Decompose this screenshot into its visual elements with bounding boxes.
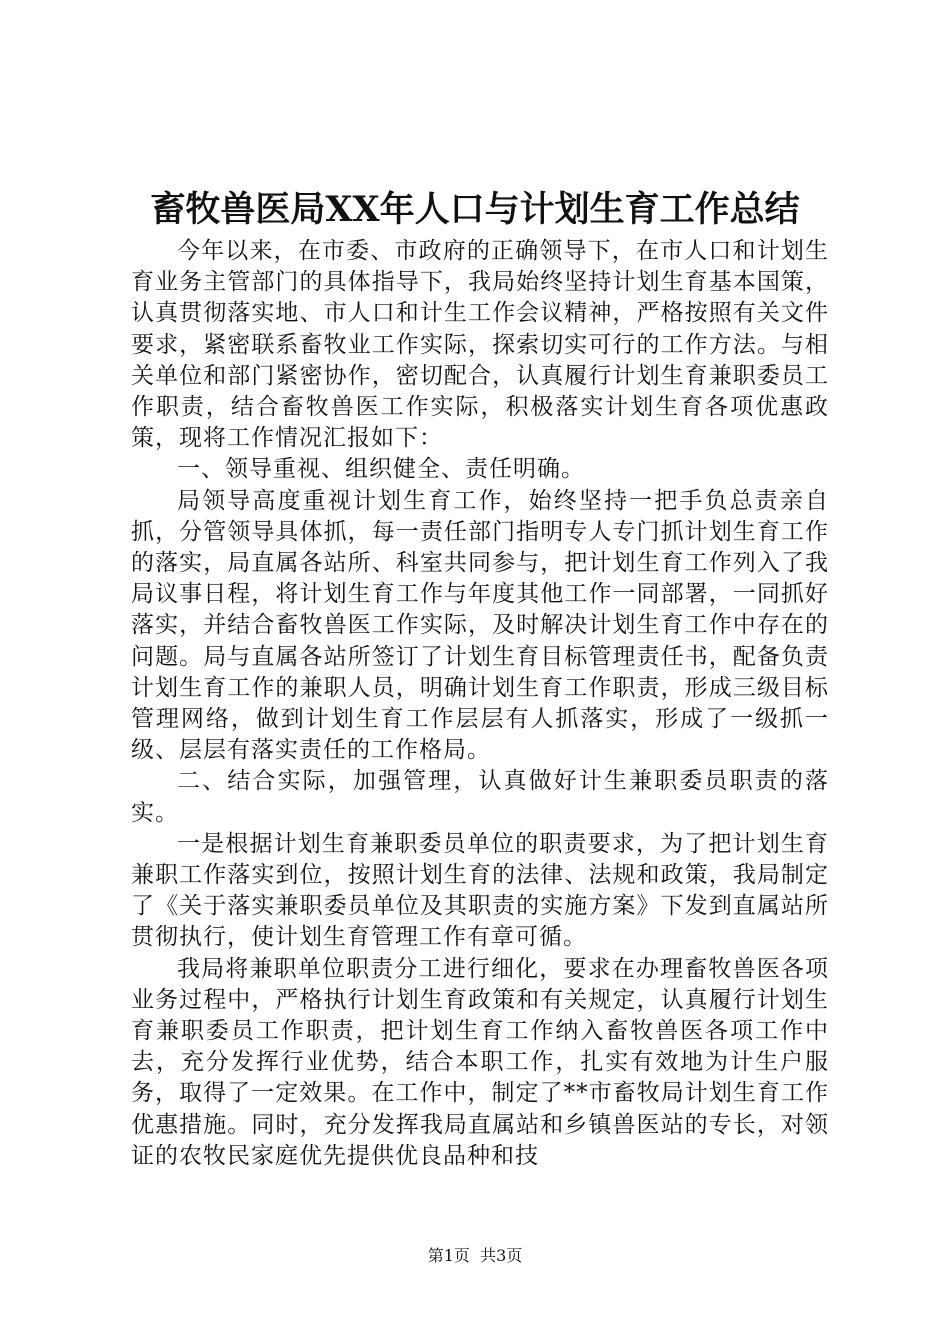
page-number-footer: 第1页 共3页 bbox=[427, 1246, 523, 1265]
section-heading-1: 一、领导重视、组织健全、责任明确。 bbox=[177, 456, 585, 483]
paragraph-leadership: 局领导高度重视计划生育工作，始终坚持一把手负总责亲自抓，分管领导具体抓，每一责任部门指明专人专门抓计划生育工作的落实，局直属各站所、科室共同参与，把计划生育工作列入了我局议事日程，将计划生育工作与年度其他工作一同部署，一同抓好落实，并结合畜牧兽医工作实际，及时解决计划生育工作中存在的问题。局与直属各站所签订了计划生育目标管理责任书，配备负责计划生育工作的兼职人员，明确计划生育工作职责，形成三级目标管理网络，做到计划生育工作层层有人抓落实，形成了一级抓一级、层层有落实责任的工作格局。 bbox=[131, 487, 829, 764]
paragraph-duties: 我局将兼职单位职责分工进行细化，要求在办理畜牧兽医各项业务过程中，严格执行计划生育政策和有关规定，认真履行计划生育兼职委员工作职责，把计划生育工作纳入畜牧兽医各项工作中去，充分发挥行业优势，结合本职工作，扎实有效地为计生户服务，取得了一定效果。在工作中，制定了**市畜牧局计划生育工作优惠措施。同时，充分发挥我局直属站和乡镇兽医站的专长，对领证的农牧民家庭优先提供优良品种和技 bbox=[131, 955, 829, 1169]
document-body bbox=[131, 236, 829, 1172]
document-title: 畜牧兽医局XX年人口与计划生育工作总结 bbox=[150, 189, 800, 230]
paragraph-point-one: 一是根据计划生育兼职委员单位的职责要求，为了把计划生育兼职工作落实到位，按照计划生育的法律、法规和政策，我局制定了《关于落实兼职委员单位及其职责的实施方案》下发到直属站所贯彻执行，使计划生育管理工作有章可循。 bbox=[131, 830, 829, 951]
section-heading-2: 二、结合实际，加强管理，认真做好计生兼职委员职责的落实。 bbox=[131, 768, 829, 826]
paragraph-intro: 今年以来，在市委、市政府的正确领导下，在市人口和计划生育业务主管部门的具体指导下，我局始终坚持计划生育基本国策，认真贯彻落实地、市人口和计生工作会议精神，严格按照有关文件要求，紧密联系畜牧业工作实际，探索切实可行的工作方法。与相关单位和部门紧密协作，密切配合，认真履行计划生育兼职委员工作职责，结合畜牧兽医工作实际，积极落实计划生育各项优惠政策，现将工作情况汇报如下： bbox=[131, 238, 829, 452]
